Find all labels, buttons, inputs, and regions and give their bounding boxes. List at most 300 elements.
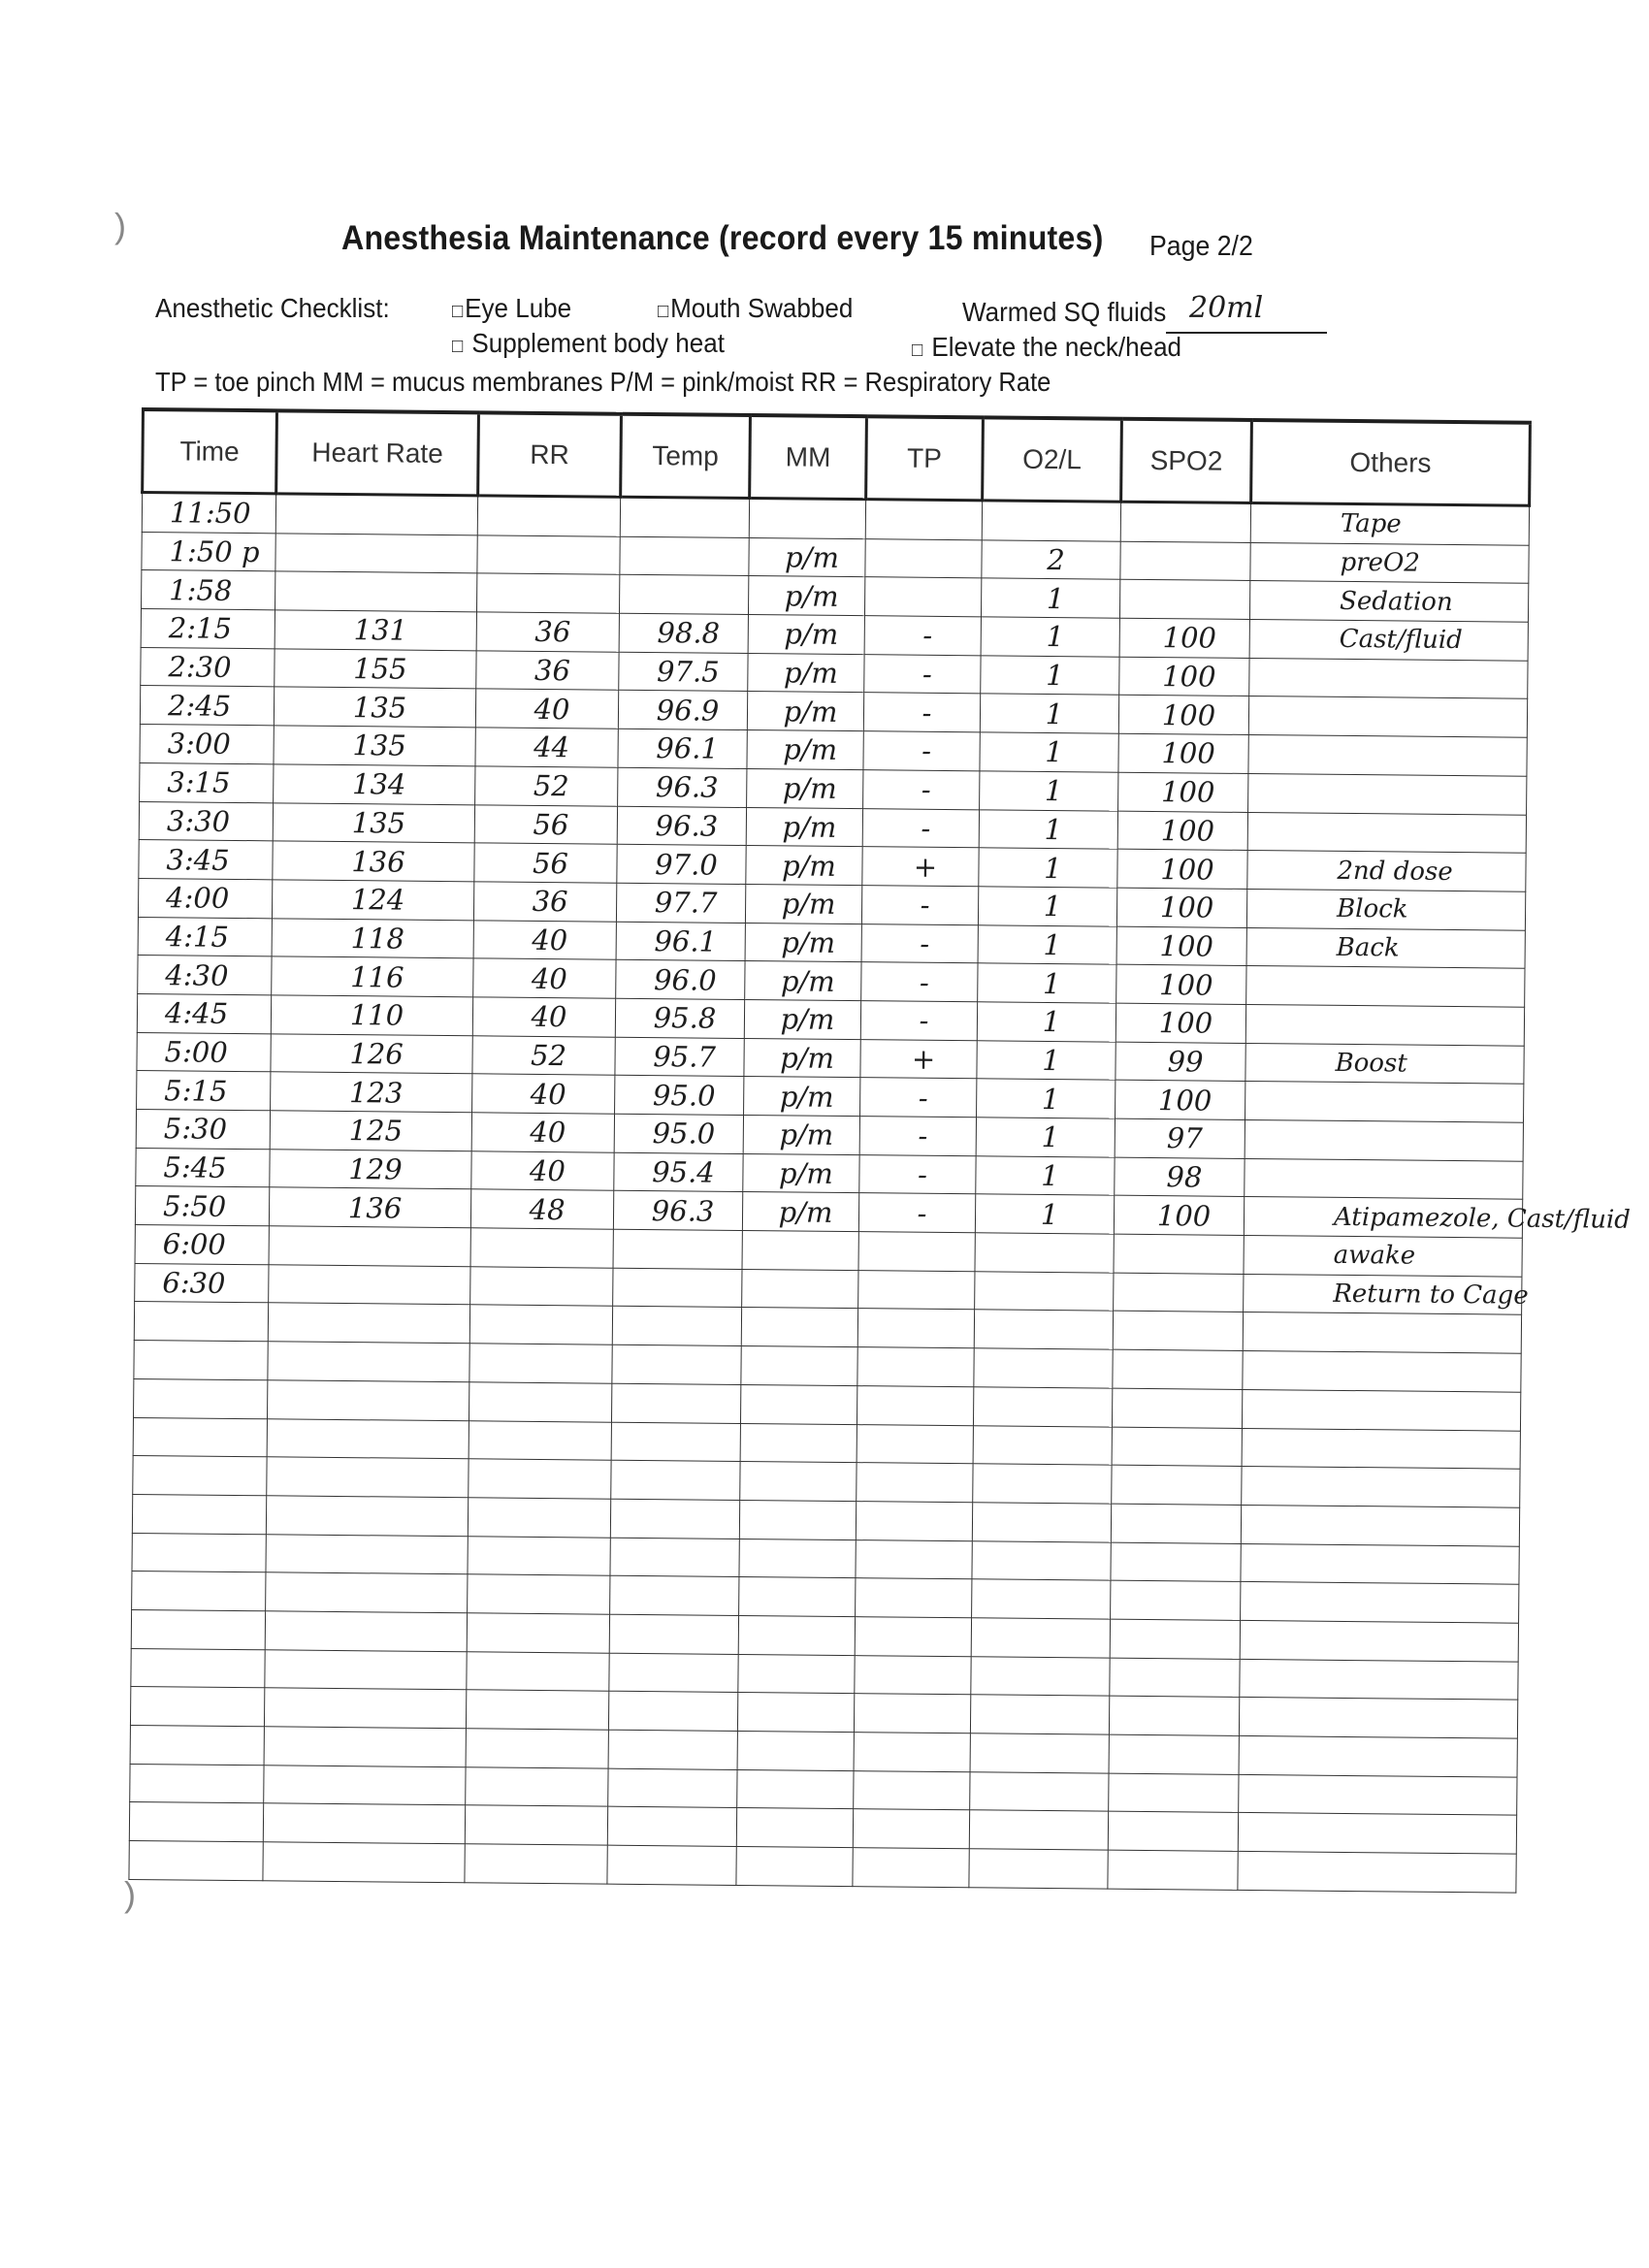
- cell-heart-rate[interactable]: 155: [275, 649, 476, 690]
- cell-o2[interactable]: 1: [978, 963, 1116, 1003]
- cell-mm[interactable]: p/m: [744, 1077, 860, 1117]
- cell-o2[interactable]: 1: [981, 617, 1119, 657]
- cell-heart-rate[interactable]: 136: [269, 1187, 470, 1228]
- cell-spo2[interactable]: 100: [1118, 733, 1248, 773]
- cell-rr[interactable]: [468, 1498, 610, 1538]
- cell-spo2[interactable]: [1111, 1542, 1241, 1582]
- cell-heart-rate[interactable]: [267, 1418, 469, 1459]
- cell-others[interactable]: [1240, 1659, 1518, 1700]
- cell-rr[interactable]: 44: [475, 728, 618, 767]
- cell-mm[interactable]: [740, 1462, 857, 1502]
- cell-spo2[interactable]: [1113, 1312, 1243, 1351]
- cell-others[interactable]: [1238, 1813, 1516, 1854]
- cell-others[interactable]: [1248, 697, 1527, 737]
- cell-o2[interactable]: [970, 1733, 1109, 1773]
- cell-tp[interactable]: [853, 1809, 969, 1849]
- cell-mm[interactable]: p/m: [742, 1192, 858, 1232]
- cell-temp[interactable]: 95.7: [615, 1037, 744, 1077]
- cell-o2[interactable]: [974, 1348, 1113, 1388]
- cell-rr[interactable]: 40: [472, 1074, 615, 1114]
- cell-time[interactable]: 11:50: [142, 493, 275, 534]
- cell-temp[interactable]: 95.8: [615, 998, 744, 1038]
- cell-others[interactable]: [1239, 1698, 1517, 1738]
- cell-rr[interactable]: 40: [475, 689, 618, 729]
- cell-others[interactable]: [1242, 1428, 1520, 1469]
- cell-o2[interactable]: 2: [982, 540, 1120, 580]
- cell-others[interactable]: 2nd dose: [1247, 851, 1526, 891]
- cell-heart-rate[interactable]: 131: [275, 610, 476, 651]
- cell-temp[interactable]: [608, 1768, 737, 1808]
- cell-time[interactable]: 5:50: [135, 1186, 269, 1226]
- cell-temp[interactable]: 96.9: [618, 691, 747, 730]
- cell-heart-rate[interactable]: 116: [272, 956, 473, 997]
- cell-temp[interactable]: [620, 536, 749, 576]
- cell-rr[interactable]: [467, 1613, 609, 1653]
- cell-tp[interactable]: [853, 1848, 969, 1888]
- cell-spo2[interactable]: [1108, 1850, 1238, 1890]
- cell-rr[interactable]: 40: [471, 1113, 614, 1152]
- cell-others[interactable]: [1245, 1082, 1524, 1122]
- cell-mm[interactable]: [737, 1769, 854, 1809]
- cell-rr[interactable]: 36: [476, 612, 619, 652]
- cell-others[interactable]: [1239, 1735, 1517, 1776]
- cell-time[interactable]: [134, 1341, 268, 1380]
- cell-mm[interactable]: [740, 1384, 857, 1424]
- cell-spo2[interactable]: [1109, 1696, 1239, 1735]
- cell-heart-rate[interactable]: [268, 1342, 469, 1382]
- cell-tp[interactable]: -: [859, 1117, 976, 1156]
- cell-rr[interactable]: [467, 1651, 609, 1691]
- cell-heart-rate[interactable]: [266, 1572, 468, 1613]
- cell-tp[interactable]: -: [863, 693, 980, 732]
- cell-tp[interactable]: [865, 538, 982, 578]
- cell-time[interactable]: 5:15: [137, 1071, 271, 1111]
- cell-temp[interactable]: [609, 1653, 738, 1693]
- cell-heart-rate[interactable]: [265, 1649, 467, 1690]
- cell-tp[interactable]: -: [861, 886, 978, 925]
- cell-rr[interactable]: [468, 1536, 610, 1575]
- cell-o2[interactable]: 1: [981, 656, 1119, 696]
- cell-spo2[interactable]: 98: [1115, 1157, 1245, 1197]
- cell-tp[interactable]: -: [861, 962, 978, 1002]
- checklist-mouth-swabbed[interactable]: [658, 293, 853, 324]
- cell-mm[interactable]: [741, 1308, 857, 1347]
- cell-heart-rate[interactable]: 134: [274, 764, 475, 805]
- cell-tp[interactable]: [857, 1385, 973, 1425]
- cell-heart-rate[interactable]: 129: [270, 1149, 471, 1189]
- cell-o2[interactable]: [973, 1464, 1112, 1504]
- cell-mm[interactable]: [739, 1500, 856, 1539]
- cell-others[interactable]: Back: [1246, 927, 1525, 968]
- cell-time[interactable]: 3:45: [139, 840, 273, 880]
- checkbox-icon[interactable]: □: [658, 301, 669, 322]
- cell-mm[interactable]: [739, 1577, 856, 1617]
- cell-mm[interactable]: p/m: [749, 537, 865, 577]
- cell-heart-rate[interactable]: [264, 1727, 466, 1767]
- cell-temp[interactable]: [608, 1730, 737, 1769]
- cell-others[interactable]: [1245, 1004, 1524, 1045]
- cell-time[interactable]: 1:50 p: [142, 532, 275, 571]
- cell-spo2[interactable]: [1110, 1658, 1240, 1698]
- cell-temp[interactable]: 96.0: [616, 959, 745, 999]
- cell-mm[interactable]: p/m: [745, 884, 861, 923]
- cell-mm[interactable]: p/m: [744, 1038, 860, 1078]
- cell-temp[interactable]: 96.3: [613, 1191, 742, 1231]
- cell-time[interactable]: 4:15: [138, 917, 272, 956]
- cell-heart-rate[interactable]: [275, 494, 477, 535]
- cell-o2[interactable]: [975, 1272, 1114, 1312]
- cell-heart-rate[interactable]: 136: [273, 841, 474, 882]
- cell-temp[interactable]: [607, 1845, 736, 1885]
- cell-spo2[interactable]: [1109, 1734, 1239, 1774]
- cell-tp[interactable]: [855, 1617, 971, 1657]
- cell-spo2[interactable]: 99: [1116, 1042, 1245, 1082]
- cell-o2[interactable]: 1: [977, 1002, 1116, 1042]
- cell-tp[interactable]: [864, 577, 981, 617]
- cell-o2[interactable]: 1: [975, 1194, 1114, 1234]
- cell-temp[interactable]: [610, 1538, 739, 1577]
- cell-temp[interactable]: 96.1: [618, 729, 747, 768]
- cell-heart-rate[interactable]: [265, 1611, 467, 1652]
- cell-tp[interactable]: +: [860, 1039, 977, 1079]
- cell-mm[interactable]: [739, 1539, 856, 1578]
- cell-tp[interactable]: +: [862, 847, 979, 887]
- cell-spo2[interactable]: [1119, 580, 1249, 620]
- cell-time[interactable]: [131, 1609, 265, 1649]
- cell-o2[interactable]: 1: [979, 848, 1117, 888]
- cell-rr[interactable]: [466, 1690, 608, 1730]
- checkbox-icon[interactable]: □: [452, 336, 464, 357]
- cell-spo2[interactable]: 100: [1116, 926, 1246, 966]
- cell-o2[interactable]: [971, 1656, 1110, 1696]
- cell-temp[interactable]: 96.3: [618, 767, 747, 807]
- cell-time[interactable]: 5:45: [136, 1148, 270, 1187]
- cell-spo2[interactable]: 100: [1118, 696, 1248, 735]
- cell-mm[interactable]: p/m: [748, 576, 864, 616]
- cell-time[interactable]: 5:00: [137, 1032, 271, 1072]
- cell-heart-rate[interactable]: 110: [271, 995, 472, 1036]
- cell-spo2[interactable]: [1112, 1388, 1242, 1428]
- cell-time[interactable]: [134, 1378, 268, 1418]
- cell-rr[interactable]: [466, 1729, 608, 1768]
- cell-others[interactable]: [1247, 812, 1526, 853]
- cell-mm[interactable]: p/m: [747, 730, 863, 770]
- cell-heart-rate[interactable]: [267, 1457, 469, 1498]
- cell-spo2[interactable]: 100: [1117, 849, 1247, 889]
- cell-mm[interactable]: [742, 1269, 858, 1309]
- cell-others[interactable]: Atipamezole, Cast/fluid: [1244, 1197, 1522, 1238]
- cell-others[interactable]: [1241, 1582, 1519, 1623]
- cell-rr[interactable]: 36: [476, 651, 619, 691]
- cell-rr[interactable]: 56: [474, 843, 617, 883]
- cell-temp[interactable]: 97.7: [616, 883, 745, 923]
- cell-tp[interactable]: [854, 1770, 970, 1810]
- cell-rr[interactable]: [470, 1228, 613, 1268]
- checklist-eye-lube[interactable]: [452, 293, 571, 324]
- cell-spo2[interactable]: [1112, 1427, 1242, 1467]
- cell-others[interactable]: preO2: [1250, 542, 1529, 583]
- cell-temp[interactable]: 98.8: [619, 613, 748, 653]
- cell-spo2[interactable]: 100: [1118, 772, 1248, 812]
- cell-time[interactable]: 4:00: [138, 878, 272, 918]
- cell-tp[interactable]: [857, 1347, 974, 1387]
- cell-mm[interactable]: [737, 1693, 854, 1733]
- checkbox-icon[interactable]: □: [452, 301, 464, 322]
- cell-mm[interactable]: p/m: [744, 999, 860, 1039]
- cell-heart-rate[interactable]: 135: [274, 687, 475, 728]
- cell-spo2[interactable]: 100: [1116, 964, 1246, 1004]
- cell-heart-rate[interactable]: [269, 1226, 470, 1267]
- cell-o2[interactable]: 1: [976, 1155, 1115, 1195]
- cell-temp[interactable]: [611, 1422, 740, 1462]
- cell-mm[interactable]: p/m: [748, 653, 864, 693]
- cell-o2[interactable]: [970, 1695, 1109, 1734]
- fluids-value[interactable]: 20ml: [1189, 291, 1264, 325]
- cell-time[interactable]: [132, 1571, 266, 1611]
- cell-spo2[interactable]: 100: [1116, 888, 1246, 927]
- cell-others[interactable]: [1243, 1351, 1521, 1392]
- cell-temp[interactable]: [612, 1345, 741, 1384]
- cell-others[interactable]: [1243, 1312, 1521, 1353]
- cell-heart-rate[interactable]: [263, 1842, 465, 1883]
- cell-time[interactable]: [130, 1725, 264, 1765]
- cell-time[interactable]: [129, 1841, 263, 1881]
- cell-o2[interactable]: 1: [977, 1040, 1116, 1080]
- cell-spo2[interactable]: 100: [1119, 657, 1249, 697]
- cell-others[interactable]: Return to Cage: [1244, 1274, 1522, 1314]
- cell-mm[interactable]: [738, 1615, 855, 1655]
- cell-spo2[interactable]: [1120, 541, 1250, 581]
- cell-o2[interactable]: 1: [977, 1079, 1116, 1118]
- cell-rr[interactable]: 40: [473, 958, 616, 998]
- cell-temp[interactable]: [609, 1614, 738, 1654]
- cell-time[interactable]: 4:45: [137, 993, 271, 1033]
- cell-temp[interactable]: 95.0: [615, 1076, 744, 1116]
- cell-rr[interactable]: 56: [474, 804, 617, 844]
- cell-rr[interactable]: 52: [472, 1035, 615, 1075]
- cell-temp[interactable]: [613, 1268, 742, 1308]
- cell-time[interactable]: 6:30: [135, 1263, 269, 1303]
- cell-spo2[interactable]: [1112, 1465, 1242, 1505]
- cell-temp[interactable]: 96.1: [616, 922, 745, 961]
- cell-tp[interactable]: [854, 1694, 970, 1733]
- cell-others[interactable]: [1240, 1620, 1518, 1661]
- cell-o2[interactable]: [972, 1540, 1111, 1580]
- cell-spo2[interactable]: [1111, 1504, 1241, 1543]
- cell-time[interactable]: [133, 1417, 267, 1457]
- cell-o2[interactable]: 1: [980, 694, 1118, 733]
- cell-spo2[interactable]: 100: [1116, 1080, 1245, 1119]
- cell-others[interactable]: [1248, 773, 1527, 814]
- cell-others[interactable]: [1239, 1774, 1517, 1815]
- cell-rr[interactable]: [469, 1459, 611, 1499]
- cell-mm[interactable]: [738, 1654, 855, 1694]
- cell-others[interactable]: [1245, 1119, 1523, 1160]
- cell-o2[interactable]: 1: [978, 924, 1116, 964]
- cell-temp[interactable]: 95.0: [614, 1114, 743, 1153]
- cell-others[interactable]: [1242, 1389, 1520, 1430]
- cell-heart-rate[interactable]: [268, 1303, 469, 1344]
- cell-o2[interactable]: 1: [976, 1118, 1115, 1157]
- cell-rr[interactable]: [470, 1267, 613, 1307]
- cell-tp[interactable]: -: [864, 616, 981, 656]
- cell-o2[interactable]: 1: [981, 578, 1119, 618]
- cell-o2[interactable]: [969, 1810, 1108, 1850]
- cell-rr[interactable]: [477, 496, 620, 536]
- cell-rr[interactable]: 36: [473, 882, 616, 922]
- cell-spo2[interactable]: [1110, 1619, 1240, 1659]
- cell-spo2[interactable]: 97: [1115, 1118, 1245, 1158]
- cell-tp[interactable]: [854, 1733, 970, 1772]
- cell-mm[interactable]: [749, 499, 865, 539]
- cell-mm[interactable]: [740, 1423, 857, 1463]
- cell-time[interactable]: [130, 1764, 264, 1803]
- cell-tp[interactable]: -: [861, 923, 978, 963]
- cell-time[interactable]: [132, 1494, 266, 1534]
- cell-others[interactable]: awake: [1244, 1236, 1522, 1277]
- cell-others[interactable]: Block: [1246, 889, 1525, 929]
- cell-temp[interactable]: [611, 1460, 740, 1500]
- cell-time[interactable]: [131, 1648, 265, 1688]
- cell-mm[interactable]: p/m: [743, 1153, 859, 1193]
- cell-rr[interactable]: [468, 1574, 610, 1614]
- cell-rr[interactable]: 48: [470, 1189, 613, 1229]
- cell-time[interactable]: [134, 1302, 268, 1342]
- cell-temp[interactable]: [620, 497, 749, 537]
- cell-mm[interactable]: [741, 1346, 857, 1386]
- cell-tp[interactable]: -: [860, 1078, 977, 1118]
- cell-mm[interactable]: p/m: [745, 923, 861, 962]
- cell-rr[interactable]: 40: [471, 1150, 614, 1190]
- cell-o2[interactable]: [972, 1503, 1111, 1542]
- cell-rr[interactable]: 40: [472, 997, 615, 1037]
- cell-mm[interactable]: [736, 1808, 853, 1848]
- cell-tp[interactable]: -: [858, 1193, 975, 1233]
- cell-mm[interactable]: p/m: [746, 807, 862, 847]
- cell-rr[interactable]: [469, 1305, 612, 1345]
- cell-temp[interactable]: [612, 1307, 741, 1346]
- cell-mm[interactable]: p/m: [747, 692, 863, 731]
- cell-others[interactable]: Boost: [1245, 1043, 1524, 1084]
- cell-rr[interactable]: 52: [475, 766, 618, 806]
- cell-time[interactable]: 3:00: [140, 725, 274, 764]
- cell-o2[interactable]: [975, 1233, 1114, 1273]
- cell-temp[interactable]: 97.0: [617, 844, 746, 884]
- cell-heart-rate[interactable]: 135: [274, 726, 475, 766]
- cell-heart-rate[interactable]: [268, 1380, 469, 1421]
- cell-mm[interactable]: [742, 1231, 858, 1271]
- cell-others[interactable]: [1245, 1158, 1523, 1199]
- cell-heart-rate[interactable]: 135: [273, 802, 474, 843]
- cell-tp[interactable]: -: [860, 1001, 977, 1041]
- cell-heart-rate[interactable]: 124: [272, 880, 473, 921]
- cell-others[interactable]: Sedation: [1249, 581, 1528, 622]
- cell-others[interactable]: [1238, 1851, 1516, 1892]
- cell-tp[interactable]: [858, 1270, 975, 1310]
- cell-o2[interactable]: [974, 1310, 1113, 1349]
- cell-rr[interactable]: [477, 535, 620, 575]
- cell-tp[interactable]: [857, 1424, 973, 1464]
- cell-temp[interactable]: [613, 1229, 742, 1269]
- cell-rr[interactable]: [469, 1420, 611, 1460]
- cell-heart-rate[interactable]: [264, 1765, 466, 1805]
- cell-time[interactable]: 2:30: [141, 647, 275, 687]
- cell-spo2[interactable]: 100: [1114, 1196, 1244, 1236]
- cell-tp[interactable]: [855, 1655, 971, 1695]
- cell-tp[interactable]: [856, 1501, 972, 1540]
- cell-temp[interactable]: 96.3: [617, 806, 746, 846]
- cell-spo2[interactable]: 100: [1116, 1003, 1245, 1043]
- cell-time[interactable]: [133, 1456, 267, 1496]
- cell-tp[interactable]: [857, 1463, 973, 1503]
- cell-tp[interactable]: [856, 1539, 972, 1579]
- cell-heart-rate[interactable]: 125: [270, 1111, 471, 1151]
- cell-heart-rate[interactable]: [275, 571, 477, 612]
- cell-tp[interactable]: -: [863, 769, 980, 809]
- cell-spo2[interactable]: [1114, 1273, 1244, 1312]
- cell-temp[interactable]: 97.5: [619, 652, 748, 692]
- cell-mm[interactable]: [737, 1731, 854, 1770]
- cell-spo2[interactable]: [1114, 1234, 1244, 1274]
- cell-tp[interactable]: [858, 1232, 975, 1272]
- cell-rr[interactable]: 40: [473, 920, 616, 959]
- cell-heart-rate[interactable]: [275, 534, 477, 574]
- checklist-elevate[interactable]: [912, 332, 1181, 363]
- cell-others[interactable]: [1246, 966, 1525, 1007]
- cell-o2[interactable]: [970, 1771, 1109, 1811]
- cell-time[interactable]: 4:30: [138, 956, 272, 995]
- cell-mm[interactable]: p/m: [747, 768, 863, 808]
- cell-others[interactable]: [1242, 1467, 1520, 1507]
- cell-time[interactable]: 3:30: [139, 801, 273, 841]
- cell-o2[interactable]: [972, 1579, 1111, 1619]
- cell-tp[interactable]: -: [862, 808, 979, 848]
- cell-time[interactable]: 5:30: [136, 1109, 270, 1149]
- cell-mm[interactable]: p/m: [745, 961, 861, 1001]
- cell-spo2[interactable]: 100: [1117, 811, 1247, 851]
- cell-others[interactable]: [1249, 658, 1528, 698]
- cell-others[interactable]: [1248, 735, 1527, 776]
- cell-spo2[interactable]: [1108, 1812, 1238, 1852]
- cell-temp[interactable]: [607, 1807, 736, 1847]
- cell-temp[interactable]: [608, 1691, 737, 1731]
- cell-spo2[interactable]: [1109, 1773, 1239, 1813]
- checkbox-icon[interactable]: □: [912, 340, 923, 361]
- cell-rr[interactable]: [465, 1844, 607, 1884]
- cell-temp[interactable]: [610, 1499, 739, 1539]
- cell-o2[interactable]: 1: [980, 732, 1118, 772]
- cell-o2[interactable]: [971, 1618, 1110, 1658]
- cell-tp[interactable]: [857, 1309, 974, 1348]
- cell-others[interactable]: Tape: [1250, 502, 1529, 544]
- cell-spo2[interactable]: [1120, 502, 1250, 542]
- cell-time[interactable]: 2:45: [140, 686, 274, 726]
- cell-heart-rate[interactable]: [266, 1496, 468, 1537]
- cell-heart-rate[interactable]: 126: [271, 1033, 472, 1074]
- cell-time[interactable]: 3:15: [140, 762, 274, 802]
- cell-spo2[interactable]: [1113, 1349, 1243, 1389]
- cell-o2[interactable]: 1: [980, 771, 1118, 811]
- cell-time[interactable]: [129, 1802, 263, 1842]
- cell-o2[interactable]: [973, 1387, 1112, 1427]
- cell-heart-rate[interactable]: [264, 1688, 466, 1729]
- cell-time[interactable]: 2:15: [141, 609, 275, 649]
- cell-mm[interactable]: p/m: [743, 1115, 859, 1154]
- cell-temp[interactable]: [610, 1575, 739, 1615]
- cell-rr[interactable]: [465, 1805, 607, 1845]
- cell-heart-rate[interactable]: 123: [271, 1072, 472, 1113]
- cell-time[interactable]: 1:58: [142, 570, 275, 610]
